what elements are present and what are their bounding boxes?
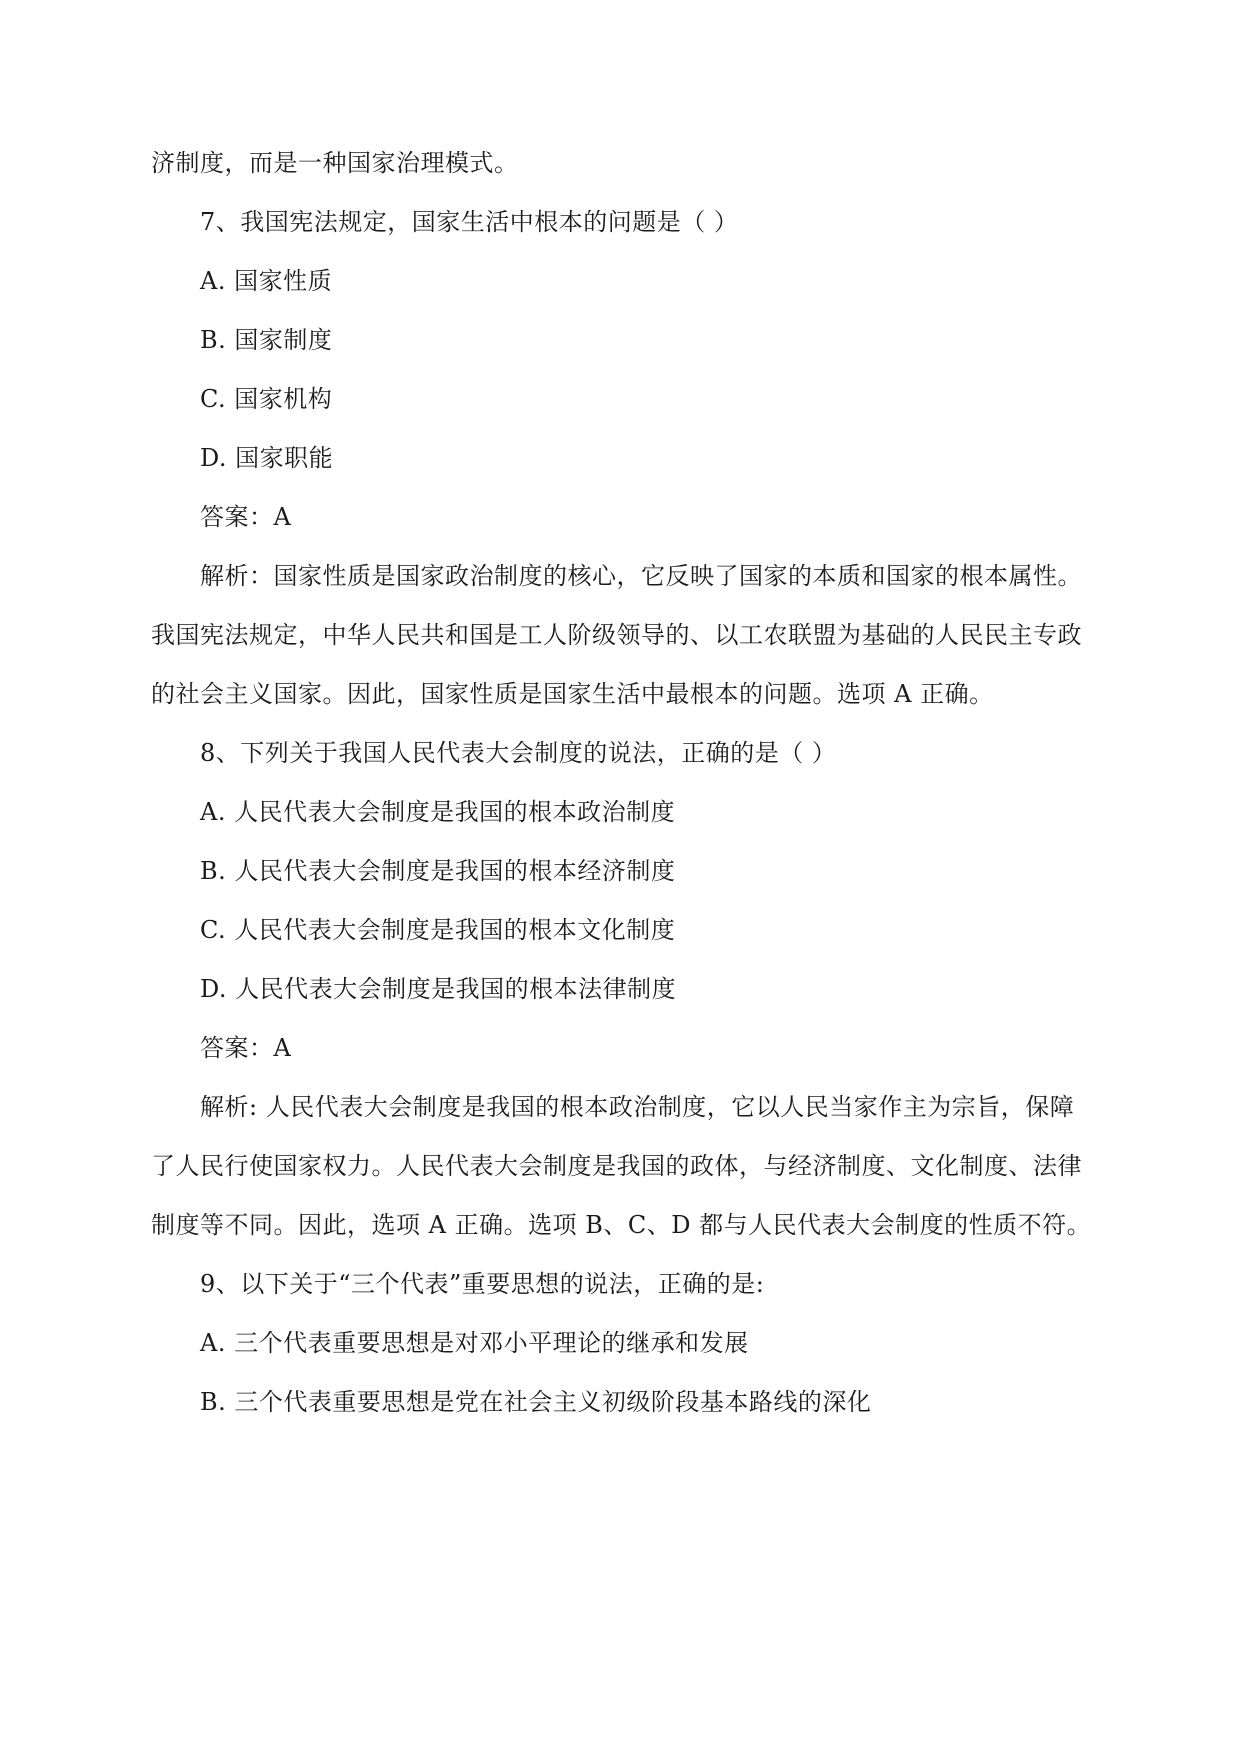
question-7-option-b: B. 国家制度 bbox=[200, 326, 333, 354]
paragraph-continuation: 济制度，而是一种国家治理模式。 bbox=[151, 149, 519, 177]
question-8-option-d: D. 人民代表大会制度是我国的根本法律制度 bbox=[200, 975, 677, 1003]
question-7-answer: 答案：A bbox=[200, 503, 292, 531]
question-8-explanation-line-1: 解析: 人民代表大会制度是我国的根本政治制度，它以人民当家作主为宗旨，保障 bbox=[200, 1093, 1075, 1121]
question-7-option-a: A. 国家性质 bbox=[200, 267, 333, 295]
question-9-option-b: B. 三个代表重要思想是党在社会主义初级阶段基本路线的深化 bbox=[200, 1388, 872, 1416]
question-7-option-c: C. 国家机构 bbox=[200, 385, 333, 413]
question-8-explanation-line-3: 制度等不同。因此，选项 A 正确。选项 B、C、D 都与人民代表大会制度的性质不符。 bbox=[151, 1211, 1092, 1239]
question-7: 7、我国宪法规定，国家生活中根本的问题是（ ） bbox=[200, 208, 739, 236]
question-7-explanation-line-2: 我国宪法规定，中华人民共和国是工人阶级领导的、以工农联盟为基础的人民民主专政 bbox=[151, 621, 1082, 649]
question-7-explanation-line-1: 解析：国家性质是国家政治制度的核心，它反映了国家的本质和国家的根本属性。 bbox=[200, 562, 1082, 590]
question-8-answer: 答案：A bbox=[200, 1034, 292, 1062]
question-7-option-d: D. 国家职能 bbox=[200, 444, 334, 472]
question-8-option-a: A. 人民代表大会制度是我国的根本政治制度 bbox=[200, 798, 676, 826]
question-7-explanation-line-3: 的社会主义国家。因此，国家性质是国家生活中最根本的问题。选项 A 正确。 bbox=[151, 680, 994, 708]
question-9-option-a: A. 三个代表重要思想是对邓小平理论的继承和发展 bbox=[200, 1329, 749, 1357]
question-8-explanation-line-2: 了人民行使国家权力。人民代表大会制度是我国的政体，与经济制度、文化制度、法律 bbox=[151, 1152, 1082, 1180]
question-9: 9、以下关于“三个代表”重要思想的说法，正确的是: bbox=[200, 1270, 765, 1298]
question-8-option-b: B. 人民代表大会制度是我国的根本经济制度 bbox=[200, 857, 676, 885]
question-8-option-c: C. 人民代表大会制度是我国的根本文化制度 bbox=[200, 916, 676, 944]
question-8: 8、下列关于我国人民代表大会制度的说法，正确的是（ ） bbox=[200, 739, 837, 767]
